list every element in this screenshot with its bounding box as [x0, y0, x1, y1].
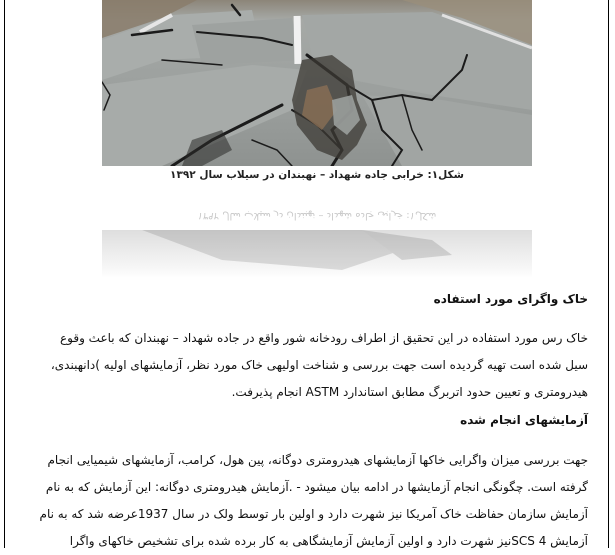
paragraph-line: سیل شده است تهیه گردیده است جهت بررسی و شناخت اولیهی خاک مورد نظر، آزمایشهای اولیه )دانهبندی، — [50, 358, 588, 372]
section-heading-tests-performed: آزمایشهای انجام شده — [460, 413, 588, 427]
figure-image-reflection — [102, 230, 532, 278]
figure-caption: شکل۱: خرابی جاده شهداد – نهبندان در سیلاب سال ۱۳۹۲ — [170, 169, 464, 181]
section-heading-dispersive-soil: خاک واگرای مورد استفاده — [433, 292, 588, 306]
paragraph-line: گرفته است. چگونگی انجام آزمایشها در ادامه بیان میشود - .آزمایش هیدرومتری دوگانه: این آزمایش که به نام — [45, 480, 588, 494]
figure-caption-reflection: شکل۱: خرابی جاده شهداد – نهبندان در سیلاب سال ۱۳۹۲ — [197, 210, 437, 221]
section-paragraph-tests-performed — [22, 447, 588, 555]
page-border-right — [608, 0, 609, 548]
paragraph-line: آزمایش SCS 4نیز شهرت دارد و اولین آزمایش آزمایشگاهی به کار برده شده برای تشخیص خاکهای واگرا — [69, 534, 588, 548]
figure-image — [102, 0, 532, 166]
paragraph-line: جهت بررسی میزان واگرایی خاکها آزمایشهای هیدرومتری دوگانه، پین هول، کرامب، آزمایشهای شیمیایی انجام — [47, 453, 588, 467]
paragraph-line: هیدرومتری و تعیین حدود اتربرگ مطابق استاندارد ASTM انجام پذیرفت. — [231, 385, 588, 399]
paragraph-line: خاک رس مورد استفاده در این تحقیق از اطراف رودخانه شور واقع در جاده شهداد – نهبندان که باعث وقوع — [59, 331, 588, 345]
section-paragraph-dispersive-soil — [22, 325, 588, 406]
paragraph-line: آزمایش سازمان حفاظت خاک آمریکا نیز شهرت دارد و اولین بار توسط ولک در سال 1937عرضه شد که به نام — [39, 507, 588, 521]
page-border-left — [4, 0, 5, 548]
